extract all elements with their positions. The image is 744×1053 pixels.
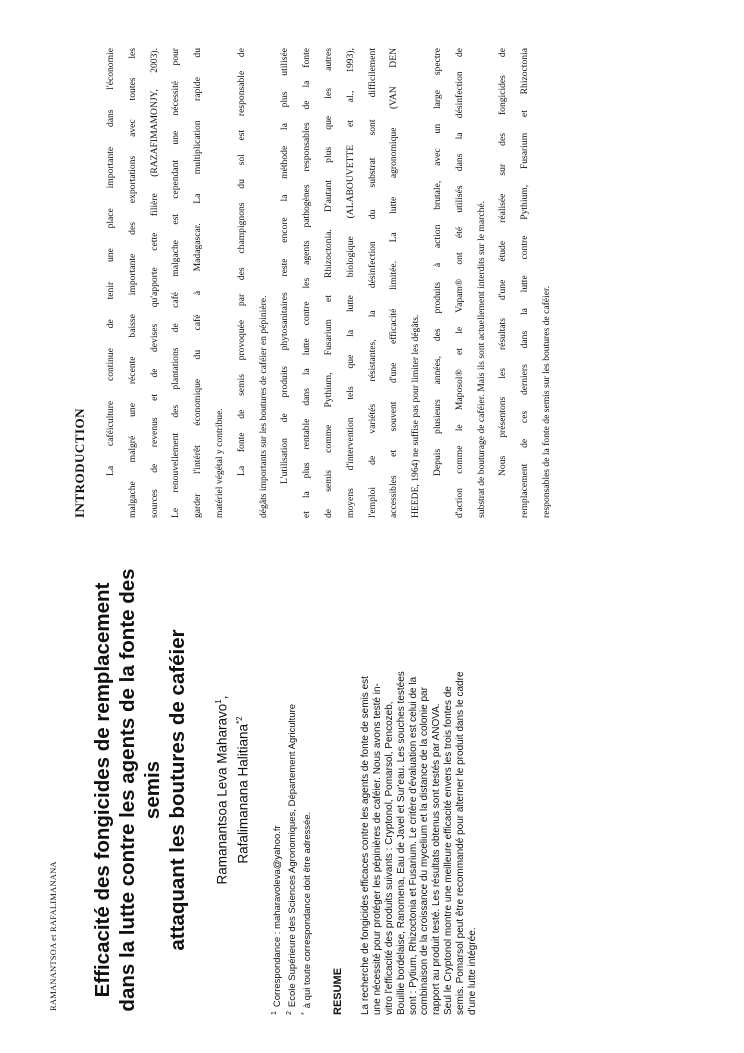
intro-line: remplacement de ces derniers dans la lutte contre Pythium, Fusarium et Rhizoctonia — [519, 48, 531, 518]
running-head: RAMANANTSOA et RAFALIMANANA — [48, 861, 58, 1011]
authors-block — [210, 565, 251, 1015]
right-column — [72, 48, 558, 518]
resume-line: semis. Pomarsol peut être recommandé pour alterner le produit dans le cadre — [454, 671, 466, 1015]
footnote-mark: 1 — [271, 1011, 278, 1015]
title-line: semis — [141, 760, 164, 820]
intro-line: de semis comme Pythium, Fusarium et Rhizoctonia. D'autant plus que les autres — [322, 48, 334, 518]
author-name: Rafalimanana Halitiana — [235, 723, 250, 864]
intro-line: La caféiculture continue de tenir une place importante dans l'économie — [105, 48, 116, 476]
footnote — [284, 565, 299, 1015]
resume-line: La recherche de fongicides efficaces contre les agents de fonte de semis est — [360, 676, 372, 1015]
author-separator: , — [214, 695, 230, 700]
title-line: Efficacité des fongicides de remplacement — [91, 582, 114, 998]
intro-line: L'utilisation de produits phytosanitaires reste encore la méthode la plus utilisée — [279, 48, 291, 484]
intro-line: malgache malgré une récente baisse importante des exportations avec toutes les — [126, 48, 138, 518]
left-column — [90, 565, 478, 1015]
resume-body — [360, 563, 478, 1015]
author-affiliation-mark: 1 — [214, 699, 223, 704]
intro-line: moyens d'intervention tels que la lutte biologique (ALABOUVETTE et al., 1993), — [344, 48, 356, 518]
intro-line: d'action comme le Maposol® et le Vapam® ont été utilisés dans la désinfection de — [453, 48, 465, 518]
intro-line: sources de revenus et de devises qu'apporte cette filière (RAZAFIMAMONJY, 2003). — [148, 48, 160, 518]
resume-line: combinaison de la croissance du mycelium et la distance de la colonie par — [419, 687, 431, 1015]
footnote — [299, 565, 314, 1015]
intro-line: accessibles et souvent d'une efficacité limitée. La lutte agronomique (VAN DEN — [388, 48, 400, 518]
intro-line: Depuis plusieurs années, des produits à action brutale, avec un large spectre — [431, 48, 443, 476]
intro-line: et la plus rentable dans la lutte contre les agents pathogènes responsables de la fonte — [301, 48, 313, 518]
author-line-2 — [231, 565, 252, 1015]
author-affiliation-mark: *2 — [234, 716, 244, 724]
footnote — [269, 565, 284, 1015]
footnote-mark: * — [301, 1012, 309, 1015]
introduction-heading: INTRODUCTION — [72, 407, 87, 518]
author-line-1 — [210, 565, 231, 1015]
footnote-text: à qui toute correspondance doit être adressée. — [302, 811, 314, 1009]
title-line: attaquant les boutures de caféier — [166, 629, 189, 951]
intro-line: dégâts importants sur les boutures de caféier en pépinière. — [257, 295, 269, 518]
title-line: dans la lutte contre les agents de la fonte des — [116, 568, 139, 1012]
footnote-text: Correspondance : maharavoleva@yahoo.fr — [272, 825, 284, 1008]
paper-title — [90, 565, 190, 1015]
intro-line: HEEDE, 1964) ne suffise pas pour limiter les dégâts. — [410, 314, 422, 518]
resume-line: rapport au produit testé. Les résultats obtenus sont testés par ANOVA. — [431, 703, 443, 1015]
footnote-text: Ecole Supérieure des Sciences Agronomiques, Département Agriculture — [287, 703, 299, 1008]
intro-line: Le renouvellement des plantations de café malgache est cependant une nécessité pour — [170, 48, 182, 518]
resume-heading: RESUME — [332, 967, 345, 1015]
intro-line: matériel végétal y contribue. — [213, 408, 225, 518]
intro-line: responsables de la fonte de semis sur les boutures de caféier. — [540, 285, 552, 518]
intro-line: substrat de bouturage de caféier. Mais ils sont actuellement interdits sur le marché. — [475, 200, 487, 518]
intro-line: l'emploi de variétés résistantes, la désinfection du substrat sont difficilement — [366, 48, 378, 518]
resume-line: une nécessité pour protéger les pépinières de caféier. Nous avons testé in- — [372, 683, 384, 1015]
resume-line: vitro l'efficacité des produits suivants : Cryptonol, Pomarsol, Pencozeb, — [384, 701, 396, 1015]
resume-line: Seul le Cryptonol montre une meilleure efficacité envers les trois fontes de — [443, 686, 455, 1015]
intro-line: Nous présentons les résultats d'une étude réalisée sur des fongicides de — [497, 48, 509, 476]
intro-line: La fonte de semis provoquée par des champignons du sol est responsable de — [235, 48, 247, 476]
resume-line: Bouillie bordelaise, Ranomena, Eau de Javel et Sur'eau. Les souches testées — [395, 671, 407, 1015]
resume-line: sont : Pytium, Rhizoctonia et Fusarium. Le critère d'évaluation est celui de la — [407, 676, 419, 1015]
footnote-mark: 2 — [286, 1011, 294, 1015]
author-name: Ramanantsoa Leva Maharavo — [214, 703, 230, 885]
footnotes — [269, 565, 314, 1015]
resume-line: d'une lutte intégrée. — [466, 927, 478, 1015]
intro-line: garder l'intérêt économique du café à Madagascar. La multiplication rapide du — [192, 48, 204, 518]
